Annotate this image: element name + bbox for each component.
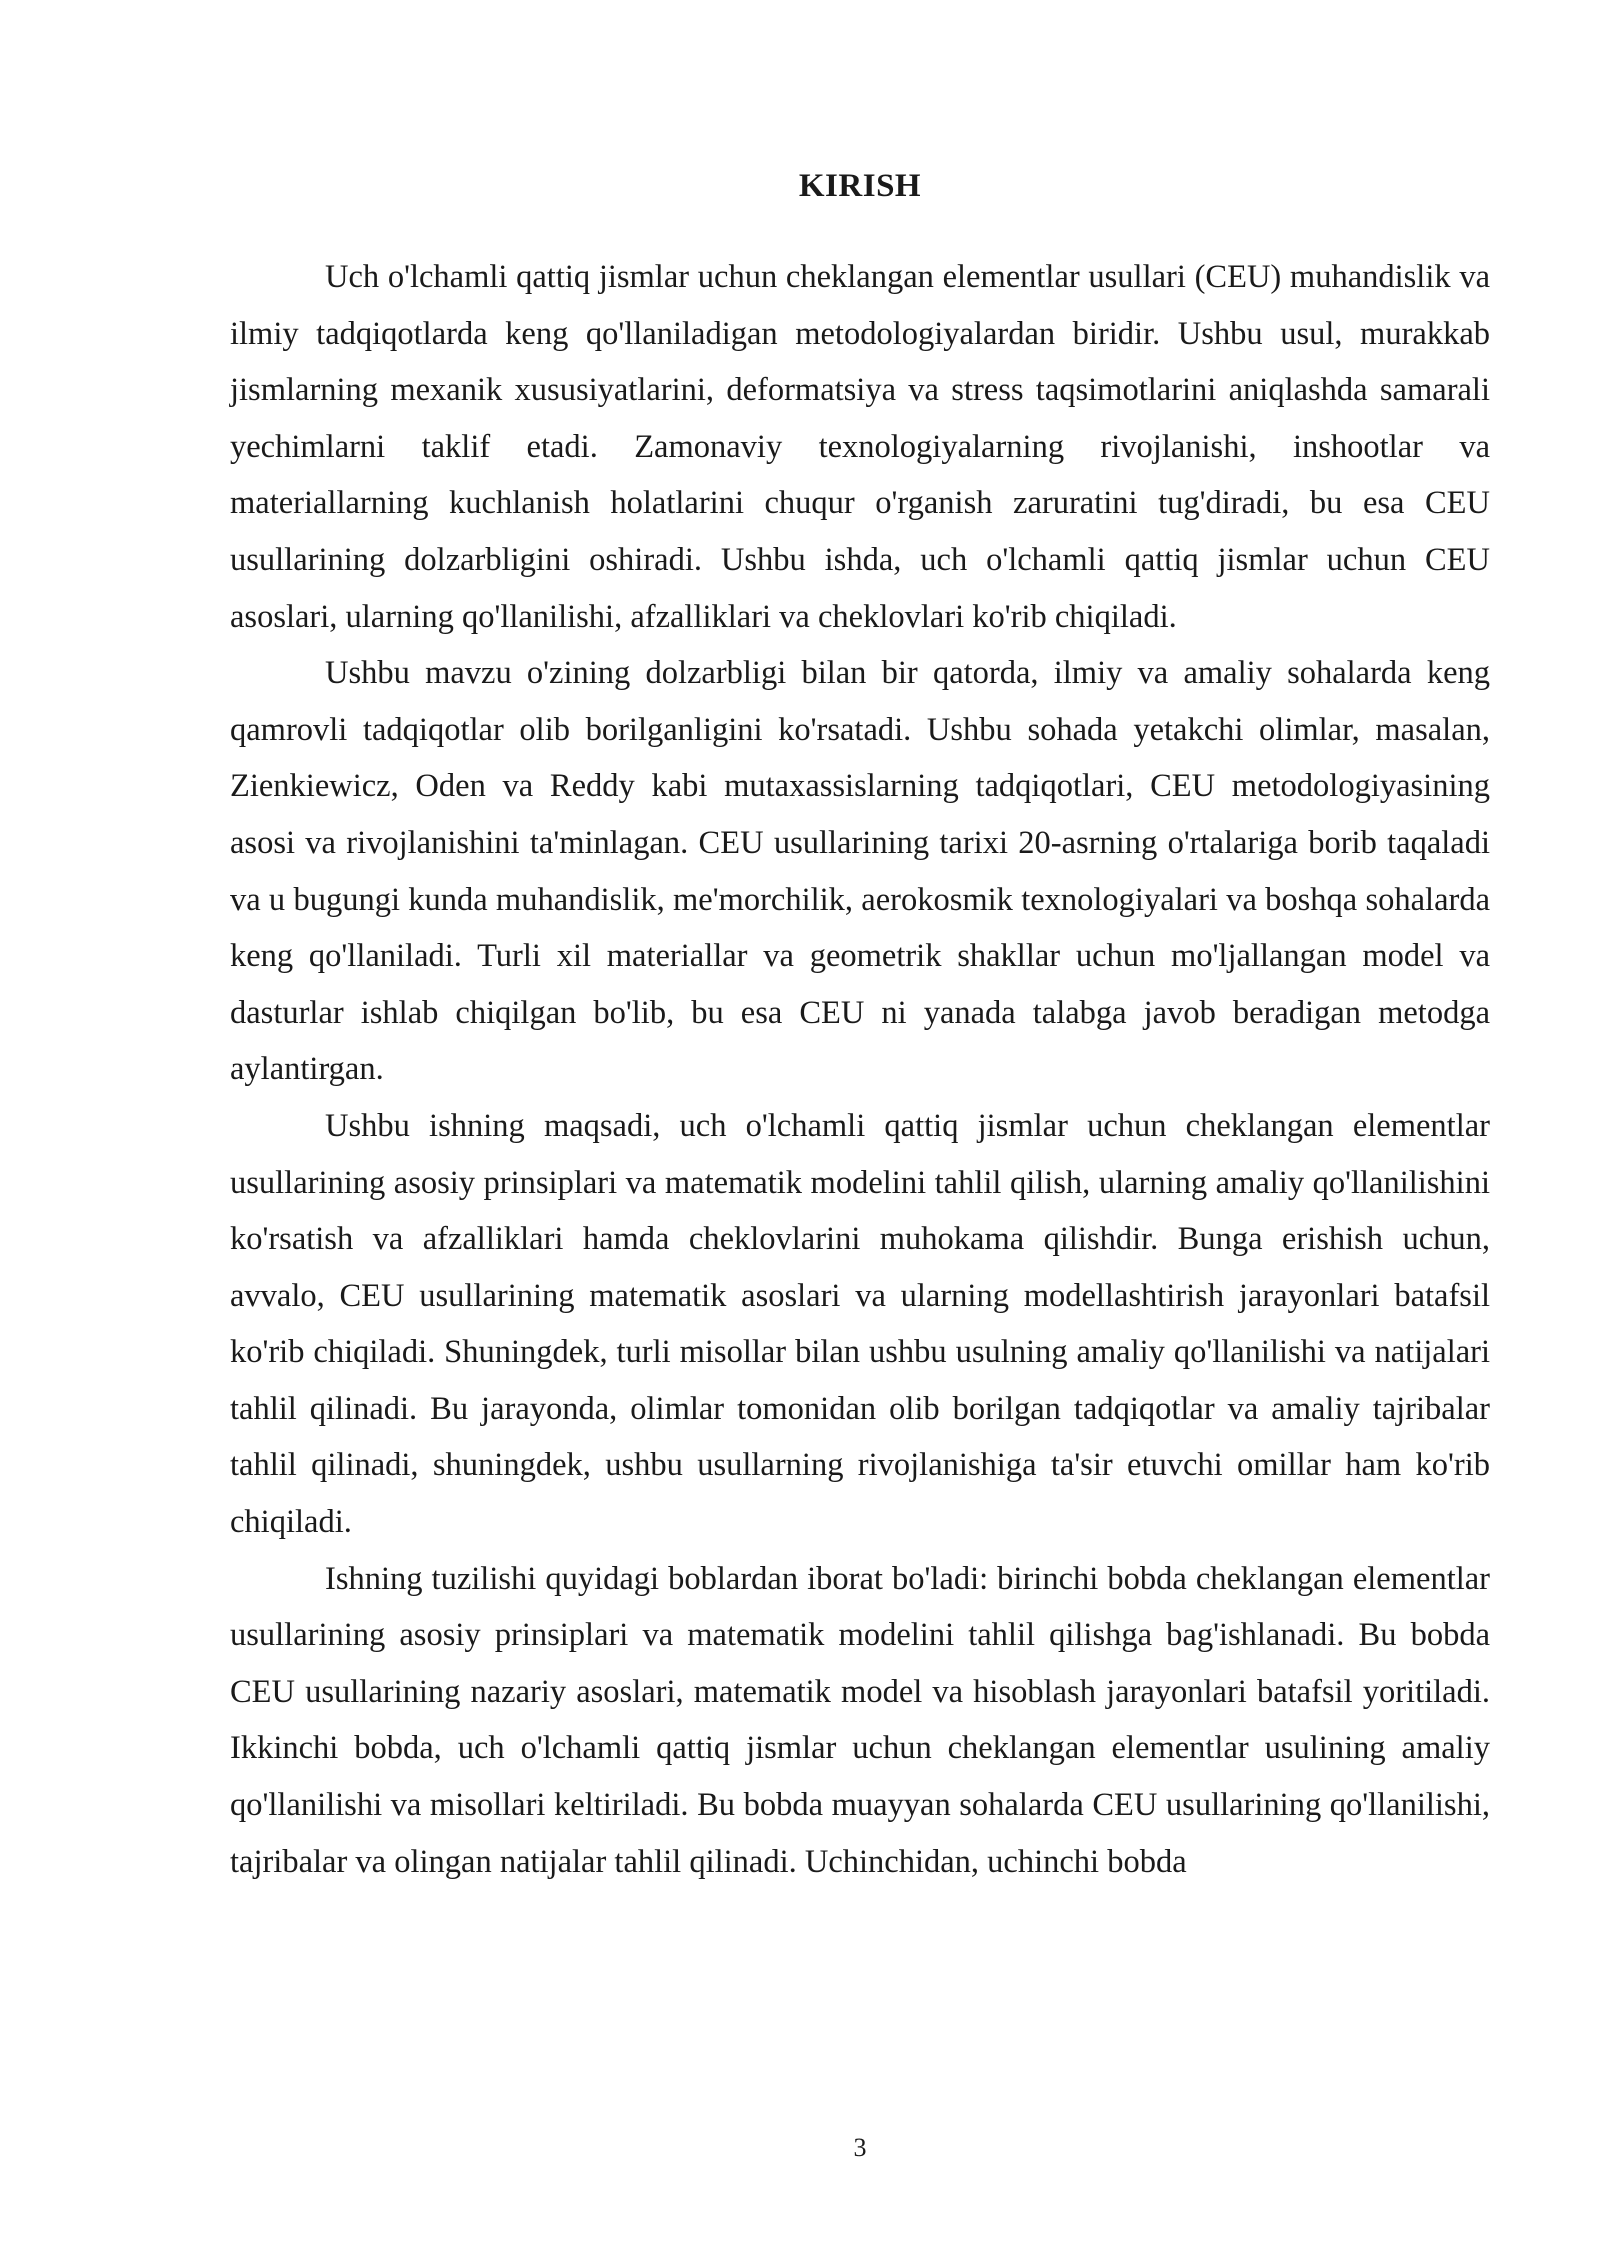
page-number: 3 xyxy=(853,2133,867,2162)
body-text xyxy=(230,249,1490,1890)
page-title: KIRISH xyxy=(798,168,922,204)
paragraph-3: Ushbu ishning maqsadi, uch o'lchamli qattiq jismlar uchun cheklangan elementlar usullarining asosiy prinsiplari va matematik modelini tahlil qilish, ularning amaliy qo'llanilishini ko'rsatish va afzalliklari hamda cheklovlarini muhokama qilishdir. Bunga erishish uchun, avvalo, CEU usullarining matematik asoslari va ularning modellashtirish jarayonlari batafsil ko'rib chiqiladi. Shuningdek, turli misollar bilan ushbu usulning amaliy qo'llanilishi va natijalari tahlil qilinadi. Bu jarayonda, olimlar tomonidan olib borilgan tadqiqotlar va amaliy tajribalar tahlil qilinadi, shuningdek, ushbu usullarning rivojlanishiga ta'sir etuvchi omillar ham ko'rib chiqiladi. xyxy=(230,1107,1490,1541)
paragraph-4: Ishning tuzilishi quyidagi boblardan iborat bo'ladi: birinchi bobda cheklangan elementlar usullarining asosiy prinsiplari va matematik modelini tahlil qilishga bag'ishlanadi. Bu bobda CEU usullarining nazariy asoslari, matematik model va hisoblash jarayonlari batafsil yoritiladi. Ikkinchi bobda, uch o'lchamli qattiq jismlar uchun cheklangan elementlar usulining amaliy qo'llanilishi va misollari keltiriladi. Bu bobda muayyan sohalarda CEU usullarining qo'llanilishi, tajribalar va olingan natijalar tahlil qilinadi. Uchinchidan, uchinchi bobda xyxy=(230,1560,1490,1880)
paragraph-1: Uch o'lchamli qattiq jismlar uchun cheklangan elementlar usullari (CEU) muhandislik va ilmiy tadqiqotlarda keng qo'llaniladigan metodologiyalardan biridir. Ushbu usul, murakkab jismlarning mexanik xususiyatlarini, deformatsiya va stress taqsimotlarini aniqlashda samarali yechimlarni taklif etadi. Zamonaviy texnologiyalarning rivojlanishi, inshootlar va materiallarning kuchlanish holatlarini chuqur o'rganish zaruratini tug'diradi, bu esa CEU usullarining dolzarbligini oshiradi. Ushbu ishda, uch o'lchamli qattiq jismlar uchun CEU asoslari, ularning qo'llanilishi, afzalliklari va cheklovlari ko'rib chiqiladi. xyxy=(230,259,1490,635)
paragraph-2: Ushbu mavzu o'zining dolzarbligi bilan bir qatorda, ilmiy va amaliy sohalarda keng qamrovli tadqiqotlar olib borilganligini ko'rsatadi. Ushbu sohada yetakchi olimlar, masalan, Zienkiewicz, Oden va Reddy kabi mutaxassislarning tadqiqotlari, CEU metodologiyasining asosi va rivojlanishini ta'minlagan. CEU usullarining tarixi 20-asrning o'rtalariga borib taqaladi va u bugungi kunda muhandislik, me'morchilik, aerokosmik texnologiyalari va boshqa sohalarda keng qo'llaniladi. Turli xil materiallar va geometrik shakllar uchun mo'ljallangan model va dasturlar ishlab chiqilgan bo'lib, bu esa CEU ni yanada talabga javob beradigan metodga aylantirgan. xyxy=(230,655,1490,1088)
